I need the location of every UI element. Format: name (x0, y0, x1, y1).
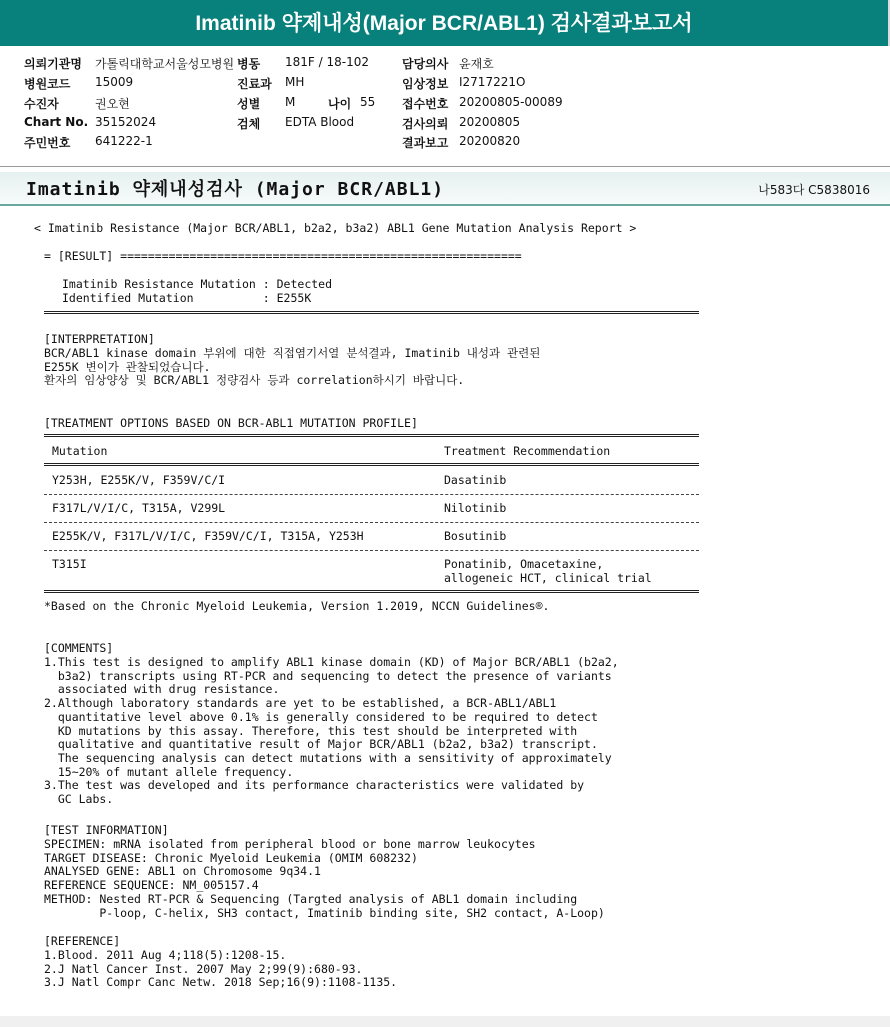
test-info-text: SPECIMEN: mRNA isolated from peripheral blood or bone marrow leukocytes TARGET DISEASE: Chronic Myeloid Leukemia (OMIM 608232) ANALYSED GENE: ABL1 on Chromosome 9q34.1 REFERENCE SEQUENCE: NM_005157.4 METHOD: Nested RT-PCR & Sequencing (Targted analysis of ABL1 domain including P-loop, C-helix, SH3 contact, Imatinib binding site, SH2 contact, A-Loop) (44, 837, 605, 920)
age-value: 55 (360, 95, 376, 109)
clinical-info-value: I2717221O (459, 75, 526, 89)
doctor-value: 윤재호 (459, 57, 494, 71)
request-date-label: 검사의뢰 (402, 117, 449, 131)
doctor-label: 담당의사 (402, 57, 449, 71)
chart-no-label: Chart No. (24, 115, 89, 129)
row-divider (44, 550, 699, 551)
resident-no-label: 주민번호 (24, 136, 71, 150)
sex-label: 성별 (237, 97, 261, 111)
info-divider (0, 166, 890, 167)
resident-no-value: 641222-1 (95, 134, 153, 148)
report-title: Imatinib 약제내성검사 (Major BCR/ABL1) (26, 179, 445, 200)
page-bottom-edge (0, 1016, 890, 1027)
hospital-code-value: 15009 (95, 75, 134, 89)
sex-value: M (285, 95, 296, 109)
result-header: = [RESULT] ========================================================== (44, 249, 522, 263)
test-info-header: [TEST INFORMATION] (44, 823, 169, 837)
age-label: 나이 (328, 97, 352, 111)
reference-header: [REFERENCE] (44, 934, 121, 948)
clinical-info-label: 임상정보 (402, 77, 449, 91)
report-title-bar (0, 172, 890, 206)
specimen-label: 검체 (237, 117, 261, 131)
report-subtitle: < Imatinib Resistance (Major BCR/ABL1, b2a2, b3a2) ABL1 Gene Mutation Analysis Report > (34, 221, 637, 235)
report-header-title: Imatinib 약제내성(Major BCR/ABL1) 검사결과보고서 (0, 0, 890, 46)
ward-label: 병동 (237, 57, 261, 71)
interpretation-header: [INTERPRETATION] (44, 332, 155, 346)
report-date-value: 20200820 (459, 134, 521, 148)
chart-no-value: 35152024 (95, 115, 157, 129)
row-4-mutation: T315I (52, 557, 87, 571)
dept-value: MH (285, 75, 305, 89)
table-bottom-divider (44, 590, 699, 593)
hospital-code-label: 병원코드 (24, 77, 71, 91)
receipt-no-value: 20200805-00089 (459, 95, 563, 109)
table-top-divider (44, 434, 699, 437)
dept-label: 진료과 (237, 77, 272, 91)
row-3-mutation: E255K/V, F317L/V/I/C, F359V/C/I, T315A, Y253H (52, 529, 364, 543)
comments-text: 1.This test is designed to amplify ABL1 kinase domain (KD) of Major BCR/ABL1 (b2a2, b3a2) transcripts using RT-PCR and sequencing to detect the presence of variants associated with drug resistance. 2.Although laboratory standards are yet to be established, a BCR-ABL1/ABL1 quantitative level above 0.1% is generally considered to be required to detect KD mutations by this assay. Therefore, this test should be interpreted with qualitative and quantitative result of Major BCR/ABL1 (b2a2, b3a2) transcript. The sequencing analysis can detect mutations with a sensitivity of approximately 15~20% of mutant allele frequency. 3.The test was developed and its performance characteristics were validated by GC Labs. (44, 655, 619, 807)
patient-value: 권오현 (95, 97, 130, 111)
request-date-value: 20200805 (459, 115, 521, 129)
report-date-label: 결과보고 (402, 136, 449, 150)
institution-value: 가톨릭대학교서울성모병원 (95, 57, 235, 71)
ward-value: 181F / 18-102 (285, 55, 369, 69)
result-mutation-status: Imatinib Resistance Mutation : Detected (62, 277, 333, 291)
row-2-treatment: Nilotinib (444, 501, 507, 515)
comments-header: [COMMENTS] (44, 641, 114, 655)
row-2-mutation: F317L/V/I/C, T315A, V299L (52, 501, 226, 515)
table-header-divider (44, 463, 699, 466)
reference-text: 1.Blood. 2011 Aug 4;118(5):1208-15. 2.J Natl Cancer Inst. 2007 May 2;99(9):680-93. 3.J Natl Compr Canc Netw. 2018 Sep;16(9):1108-1135. (44, 948, 398, 990)
column-treatment-header: Treatment Recommendation (444, 444, 611, 458)
patient-info-block (0, 55, 888, 165)
row-1-treatment: Dasatinib (444, 473, 507, 487)
receipt-no-label: 접수번호 (402, 97, 449, 111)
result-identified-mutation: Identified Mutation : E255K (62, 291, 312, 305)
row-4-treatment: Ponatinib, Omacetaxine, allogeneic HCT, clinical trial (444, 557, 652, 585)
interpretation-text: BCR/ABL1 kinase domain 부위에 대한 직접염기서열 분석결과, Imatinib 내성과 관련된 E255K 변이가 관찰되었습니다. 환자의 임상양상 및 BCR/ABL1 정량검사 등과 correlation하시기 바랍니다. (44, 346, 541, 388)
row-divider (44, 494, 699, 495)
row-1-mutation: Y253H, E255K/V, F359V/C/I (52, 473, 226, 487)
column-mutation-header: Mutation (52, 444, 108, 458)
report-code: 나583다 C5838016 (758, 183, 870, 197)
row-divider (44, 522, 699, 523)
guideline-footnote: *Based on the Chronic Myeloid Leukemia, Version 1.2019, NCCN Guidelines®. (44, 599, 550, 613)
result-divider (44, 311, 699, 314)
treatment-header: [TREATMENT OPTIONS BASED ON BCR-ABL1 MUTATION PROFILE] (44, 416, 418, 430)
institution-label: 의뢰기관명 (24, 57, 82, 71)
specimen-value: EDTA Blood (285, 115, 355, 129)
patient-label: 수진자 (24, 97, 59, 111)
row-3-treatment: Bosutinib (444, 529, 507, 543)
